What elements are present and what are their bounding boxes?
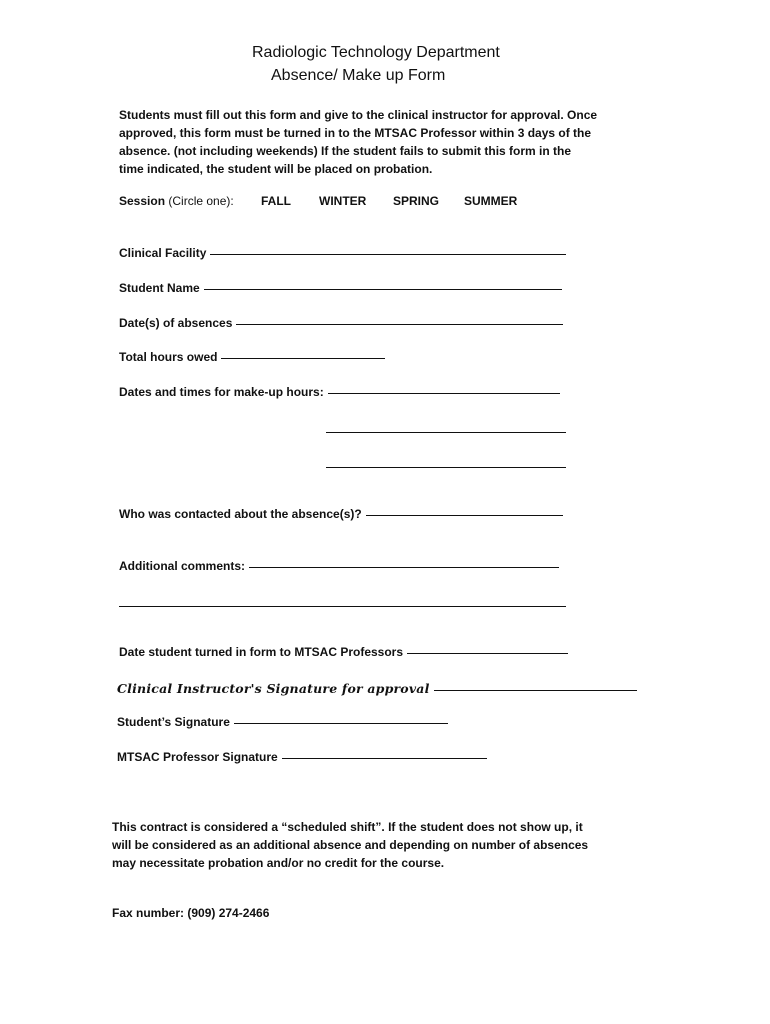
- makeup-dates-field-2[interactable]: [326, 432, 566, 433]
- dates-of-absences-label: Date(s) of absences: [119, 316, 233, 330]
- date-turned-in-row: [119, 645, 568, 659]
- dates-of-absences-row: [119, 316, 563, 330]
- session-option-summer[interactable]: SUMMER: [464, 194, 518, 208]
- makeup-dates-field-3[interactable]: [326, 467, 566, 468]
- clinical-instructor-signature-label: Clinical Instructor's Signature for approval: [117, 681, 430, 696]
- fax-number: Fax number: (909) 274-2466: [112, 906, 270, 920]
- session-option-spring[interactable]: SPRING: [393, 194, 440, 208]
- clinical-instructor-signature-field[interactable]: [434, 690, 637, 691]
- total-hours-row: [119, 350, 385, 364]
- professor-signature-row: [117, 750, 487, 764]
- form-title: Absence/ Make up Form: [271, 67, 446, 84]
- session-option-fall[interactable]: FALL: [261, 194, 291, 208]
- makeup-dates-field-1[interactable]: [328, 393, 560, 394]
- total-hours-label: Total hours owed: [119, 350, 218, 364]
- date-turned-in-field[interactable]: [407, 653, 568, 654]
- clinical-facility-label: Clinical Facility: [119, 246, 207, 260]
- makeup-dates-row: [119, 385, 560, 399]
- student-signature-field[interactable]: [234, 723, 448, 724]
- professor-signature-field[interactable]: [282, 758, 487, 759]
- who-contacted-field[interactable]: [366, 515, 563, 516]
- professor-signature-label: MTSAC Professor Signature: [117, 750, 278, 764]
- contract-note: This contract is considered a “scheduled shift”. If the student does not show up, it will be considered as an additional absence and depending on number of absences may necessitate probation and/or no credit for the course.: [112, 820, 589, 870]
- student-name-field[interactable]: [204, 289, 562, 290]
- dates-of-absences-field[interactable]: [236, 324, 563, 325]
- student-name-label: Student Name: [119, 281, 200, 295]
- department-title: Radiologic Technology Department: [252, 44, 500, 61]
- session-option-winter[interactable]: WINTER: [319, 194, 367, 208]
- clinical-facility-row: [119, 246, 566, 260]
- additional-comments-label: Additional comments:: [119, 559, 246, 573]
- additional-comments-field-2[interactable]: [119, 606, 566, 607]
- session-hint: (Circle one):: [168, 194, 234, 208]
- clinical-facility-field[interactable]: [210, 254, 566, 255]
- student-signature-label: Student’s Signature: [117, 715, 230, 729]
- date-turned-in-label: Date student turned in form to MTSAC Professors: [119, 645, 404, 659]
- student-signature-row: [117, 715, 448, 729]
- additional-comments-field-1[interactable]: [249, 567, 559, 568]
- makeup-dates-label: Dates and times for make-up hours:: [119, 385, 324, 399]
- student-name-row: [119, 281, 562, 295]
- instructions-paragraph: Students must fill out this form and give to the clinical instructor for approval. Once approved, this form must be turned in to the MTSAC Professor within 3 days of the absence. (not including weekends) If the student fails to submit this form in the time indicated, the student will be placed on probation.: [119, 108, 598, 176]
- session-row: [119, 194, 234, 208]
- total-hours-field[interactable]: [221, 358, 385, 359]
- additional-comments-row: [119, 559, 559, 573]
- clinical-instructor-signature-row: [117, 680, 637, 698]
- who-contacted-row: [119, 507, 563, 521]
- who-contacted-label: Who was contacted about the absence(s)?: [119, 507, 362, 521]
- session-label: Session: [119, 194, 166, 208]
